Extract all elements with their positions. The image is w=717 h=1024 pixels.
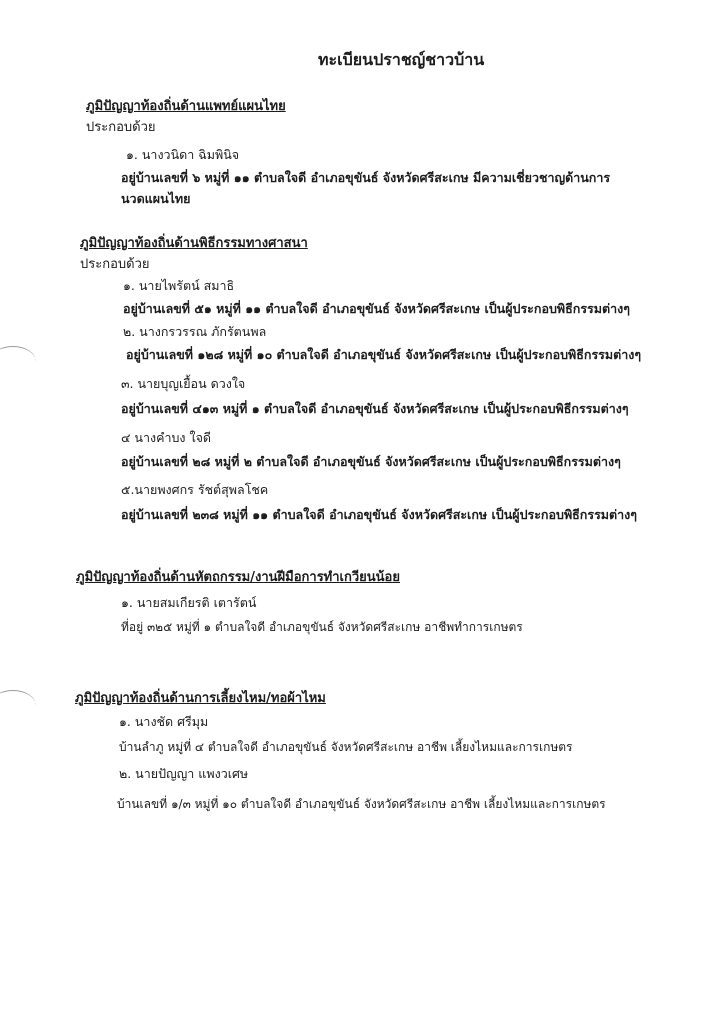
section-heading-handicraft: ภูมิปัญญาท้องถิ่นด้านหัตถกรรม/งานฝีมือการทำเกวียนน้อย: [76, 570, 400, 585]
section-heading-religious-rites: ภูมิปัญญาท้องถิ่นด้านพิธีกรรมทางศาสนา: [80, 236, 308, 251]
person-name: ๑. นางวนิดา ฉิมพินิจ: [126, 147, 240, 162]
person-name: ๕.นายพงศกร รัชต์สุพลโชค: [121, 482, 269, 497]
person-name: ๒. นายปัญญา แพงวเศษ: [119, 766, 249, 781]
person-address: ที่อยู่ ๓๒๕ หมู่ที่ ๑ ตำบลใจดี อำเภอขุขันธ์ จังหวัดศรีสะเกษ อาชีพทำการเกษตร: [121, 620, 523, 634]
person-address: อยู่บ้านเลขที่ ๒๓๘ หมู่ที่ ๑๑ ตำบลใจดี อำเภอขุขันธ์ จังหวัดศรีสะเกษ เป็นผู้ประกอบพิธีกรรมต่างๆ: [121, 507, 637, 522]
section-heading-thai-medicine: ภูมิปัญญาท้องถิ่นด้านแพทย์แผนไทย: [86, 99, 286, 114]
section-lead: ประกอบด้วย: [86, 120, 156, 135]
person-address: บ้านลำภู หมู่ที่ ๔ ตำบลใจดี อำเภอขุขันธ์ จังหวัดศรีสะเกษ อาชีพ เลี้ยงไหมและการเกษตร: [119, 740, 573, 754]
person-address: อยู่บ้านเลขที่ ๔๑๓ หมู่ที่ ๑ ตำบลใจดี อำเภอขุขันธ์ จังหวัดศรีสะเกษ เป็นผู้ประกอบพิธีกรรมต่างๆ: [121, 401, 629, 416]
section-lead: ประกอบด้วย: [80, 257, 150, 272]
person-address: อยู่บ้านเลขที่ ๕๑ หมู่ที่ ๑๑ ตำบลใจดี อำเภอขุขันธ์ จังหวัดศรีสะเกษ เป็นผู้ประกอบพิธีกรรมต่างๆ: [123, 301, 630, 316]
person-address: อยู่บ้านเลขที่ ๖ หมู่ที่ ๑๑ ตำบลใจดี อำเภอขุขันธ์ จังหวัดศรีสะเกษ มีความเชี่ยวชาญด้านการ: [121, 170, 611, 185]
person-name: ๑. นางชัด ศรีมุม: [119, 714, 209, 729]
person-name: ๑. นายไพรัตน์ สมาธิ: [123, 278, 235, 293]
person-name: ๓. นายบุญเยื้อน ดวงใจ: [121, 376, 246, 391]
person-name: ๒. นางกรวรรณ ภักรัตนพล: [123, 324, 267, 339]
page-title: ทะเบียนปราชญ์ชาวบ้าน: [318, 50, 485, 69]
punch-hole-mark: [0, 346, 36, 377]
punch-hole-mark: [0, 690, 36, 721]
person-name: ๑. นายสมเกียรติ เตารัตน์: [121, 595, 257, 610]
person-address: อยู่บ้านเลขที่ ๑๒๘ หมู่ที่ ๑๐ ตำบลใจดี อำเภอขุขันธ์ จังหวัดศรีสะเกษ เป็นผู้ประกอบพิธีกรรมต่างๆ: [126, 347, 642, 362]
person-address: บ้านเลขที่ ๑/๓ หมู่ที่ ๑๐ ตำบลใจดี อำเภอขุขันธ์ จังหวัดศรีสะเกษ อาชีพ เลี้ยงไหมและการเกษตร: [117, 797, 606, 811]
section-heading-silk: ภูมิปัญญาท้องถิ่นด้านการเลี้ยงไหม/ทอผ้าไหม: [75, 691, 326, 706]
person-name: ๔ นางคำบง ใจดี: [121, 430, 212, 445]
person-address: อยู่บ้านเลขที่ ๒๘ หมู่ที่ ๒ ตำบลใจดี อำเภอขุขันธ์ จังหวัดศรีสะเกษ เป็นผู้ประกอบพิธีกรรมต่างๆ: [121, 454, 621, 469]
person-address-continued: นวดแผนไทย: [121, 191, 191, 206]
